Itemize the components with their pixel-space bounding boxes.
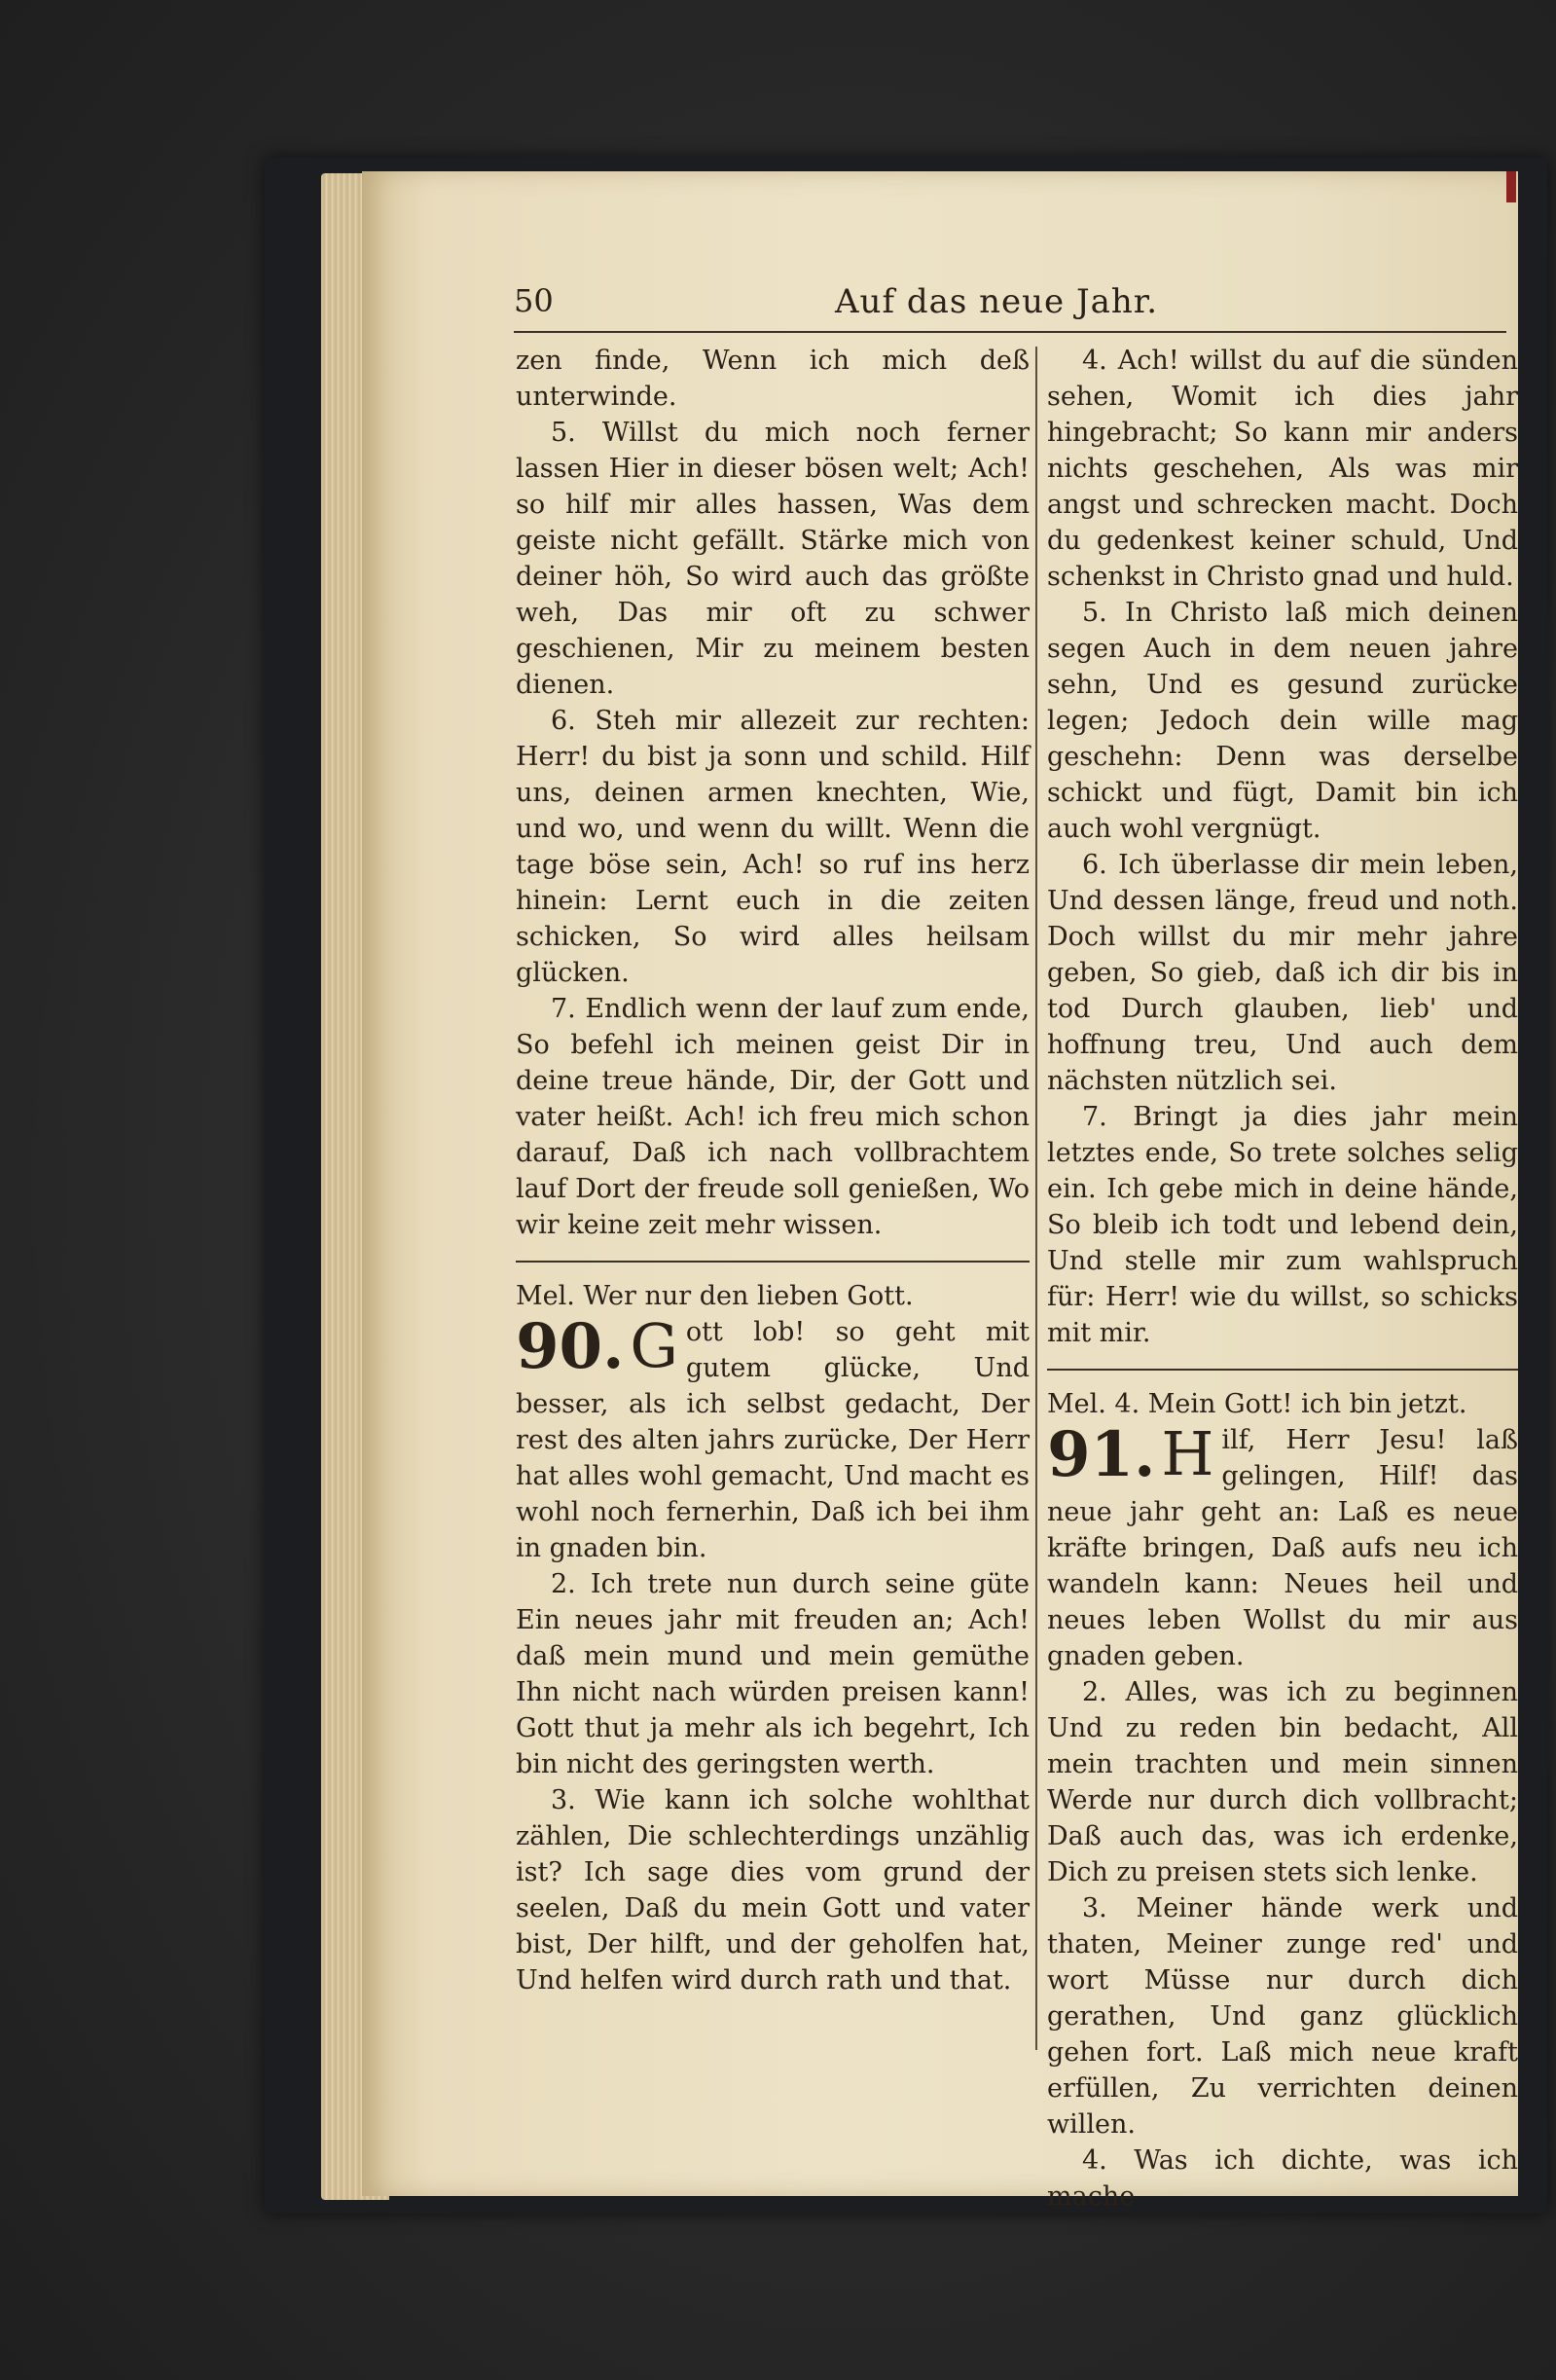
running-title: Auf das neue Jahr. [835,282,1159,321]
hymn-first-text: ilf, Herr Jesu! laß gelingen, Hilf! das neue jahr geht an: Laß es neue kräfte bringen, Daß aufs neu ich wandeln kann: Neues heil und neues leben Wollst du mir aus gnaden geben. [1047,1425,1518,1671]
drop-cap: G [630,1310,678,1381]
stanza: 2. Alles, was ich zu beginnen Und zu reden bin bedacht, All mein trachten und mein sinnen Werde nur durch dich vollbracht; Daß auch das, was ich erdenke, Dich zu preisen stets sich lenke. [1047,1677,1518,1887]
stanza: 4. Was ich dichte, was ich mache [1047,2145,1518,2212]
stanza: 3. Meiner hände werk und thaten, Meiner zunge red' und wort Müsse nur durch dich gerathen, Und ganz glücklich gehen fort. Laß mich neue kraft erfüllen, Zu verrichten deinen willen. [1047,1893,1518,2140]
hymn-first-stanza [516,1310,1030,1566]
hymn-divider [1047,1369,1518,1371]
header-rule [514,331,1506,333]
right-column [1047,343,1518,2212]
page-number: 50 [514,282,554,319]
stanza: zen finde, Wenn ich mich deß unterwinde. [516,346,1030,412]
column-divider [1035,347,1037,2050]
drop-cap: H [1161,1418,1214,1489]
bookmark-ribbon [1506,171,1516,202]
hymn-number: 91. [1047,1418,1156,1491]
hymn-first-text: ott lob! so geht mit gutem glücke, Und besser, als ich selbst gedacht, Der rest des alten jahrs zurücke, Der Herr hat alles wohl gemacht, Und macht es wohl noch fernerhin, Daß ich bei ihm in gnaden bin. [516,1317,1030,1563]
hymn-number: 90. [516,1310,625,1383]
melody-line: Mel. Wer nur den lieben Gott. [516,1281,914,1311]
stanza: 6. Ich überlasse dir mein leben, Und dessen länge, freud und noth. Doch willst du mir mehr jahre geben, So gieb, daß ich dir bis in tod Durch glauben, lieb' und hoffnung treu, Und auch dem nächsten nützlich sei. [1047,850,1518,1096]
stanza: 4. Ach! willst du auf die sünden sehen, Womit ich dies jahr hingebracht; So kann mir anders nichts geschehen, Als was mir angst und schrecken macht. Doch du gedenkest keiner schuld, Und schenkst in Christo gnad und huld. [1047,346,1518,592]
left-column [516,343,1030,2056]
stanza: 3. Wie kann ich solche wohlthat zählen, Die schlechterdings unzählig ist? Ich sage dies vom grund der seelen, Daß du mein Gott und vater bist, Der hilft, und der geholfen hat, Und helfen wird durch rath und that. [516,1785,1030,1996]
stanza: 7. Bringt ja dies jahr mein letztes ende, So trete solches selig ein. Ich gebe mich in deine hände, So bleib ich todt und lebend dein, Und stelle mir zum wahlspruch für: Herr! wie du willst, so schicks mit mir. [1047,1102,1518,1348]
stanza: 5. In Christo laß mich deinen segen Auch in dem neuen jahre sehn, Und es gesund zurücke legen; Jedoch dein wille mag geschehn: Denn was derselbe schickt und fügt, Damit bin ich auch wohl vergnügt. [1047,598,1518,844]
page-header [514,282,1516,327]
stanza: 6. Steh mir allezeit zur rechten: Herr! du bist ja sonn und schild. Hilf uns, deinen armen knechten, Wie, und wo, und wenn du willt. Wenn die tage böse sein, Ach! so ruf ins herz hinein: Lernt euch in die zeiten schicken, So wird alles heilsam glücken. [516,706,1030,988]
stanza: 5. Willst du mich noch ferner lassen Hier in dieser bösen welt; Ach! so hilf mir alles hassen, Was dem geiste nicht gefällt. Stärke mich von deiner höh, So wird auch das größte weh, Das mir oft zu schwer geschienen, Mir zu meinem besten dienen. [516,418,1030,700]
melody-line: Mel. 4. Mein Gott! ich bin jetzt. [1047,1389,1467,1419]
stanza: 2. Ich trete nun durch seine güte Ein neues jahr mit freuden an; Ach! daß mein mund und mein gemüthe Ihn nicht nach würden preisen kann! Gott thut ja mehr als ich begehrt, Ich bin nicht des geringsten werth. [516,1569,1030,1779]
hymn-first-stanza [1047,1418,1518,1674]
hymn-divider [516,1261,1030,1263]
stanza: 7. Endlich wenn der lauf zum ende, So befehl ich meinen geist Dir in deine treue hände, Dir, der Gott und vater heißt. Ach! ich freu mich schon darauf, Daß ich nach vollbrachtem lauf Dort der freude soll genießen, Wo wir keine zeit mehr wissen. [516,994,1030,1240]
